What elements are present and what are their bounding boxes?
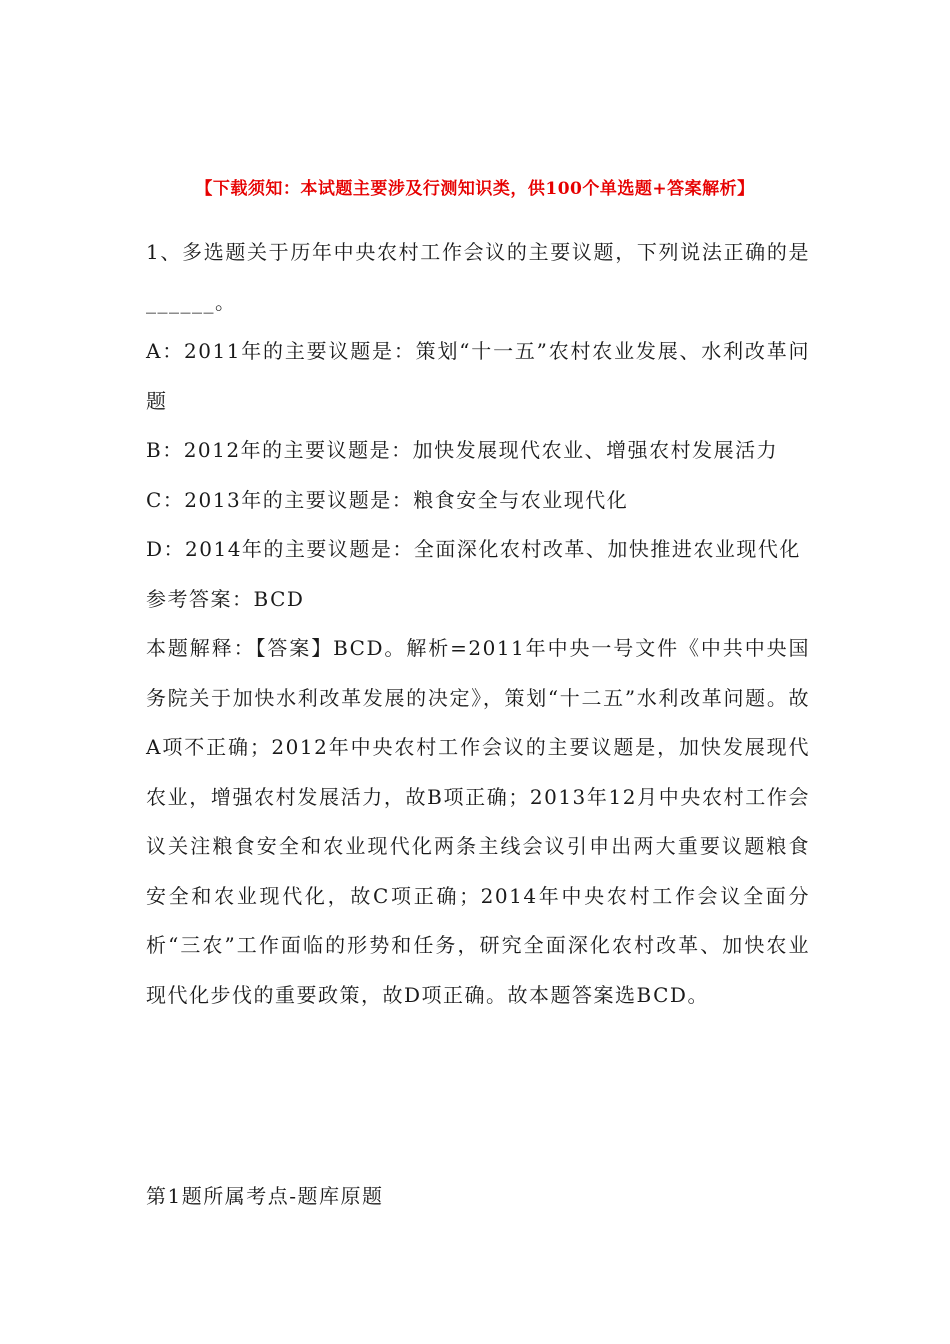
option-b: B：2012年的主要议题是：加快发展现代农业、增强农村发展活力 bbox=[146, 438, 779, 462]
answer-explanation: 本题解释：【答案】BCD。解析=2011年中央一号文件《中共中央国务院关于加快水利改革发展的决定》，策划“十二五”水利改革问题。故A项不正确；2012年中央农村工作会议的主要议题是，加快发展现代农业，增强农村发展活力，故B项正确；2013年12月中央农村工作会议关注粮食安全和农业现代化两条主线会议引申出两大重要议题粮食安全和农业现代化，故C项正确；2014年中央农村工作会议全面分析“三农”工作面临的形势和任务，研究全面深化农村改革、加快农业现代化步伐的重要政策，故D项正确。故本题答案选BCD。 bbox=[146, 636, 810, 1007]
download-notice: 【下载须知：本试题主要涉及行测知识类，供100个单选题+答案解析】 bbox=[195, 179, 755, 199]
question-stem: 1、多选题关于历年中央农村工作会议的主要议题，下列说法正确的是______。 bbox=[146, 240, 810, 314]
option-a: A：2011年的主要议题是：策划“十一五”农村农业发展、水利改革问题 bbox=[146, 339, 810, 413]
option-c: C：2013年的主要议题是：粮食安全与农业现代化 bbox=[146, 487, 629, 512]
option-d: D：2014年的主要议题是：全面深化农村改革、加快推进农业现代化 bbox=[146, 537, 801, 561]
question-source-note: 第1题所属考点-题库原题 bbox=[146, 1184, 384, 1208]
question-block bbox=[146, 228, 810, 1020]
reference-answer: 参考答案：BCD bbox=[146, 586, 305, 611]
